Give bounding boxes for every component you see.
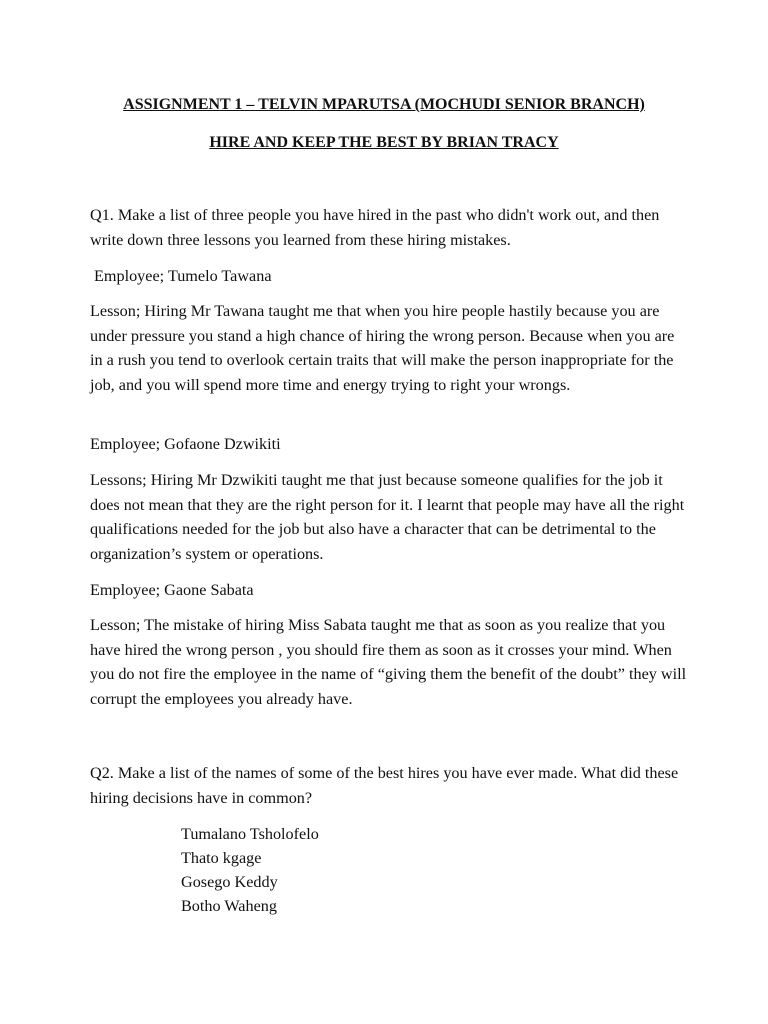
document-page (90, 0, 690, 1024)
employee-1: Employee; Tumelo Tawana (94, 267, 272, 285)
lesson-2: Lessons; Hiring Mr Dzwikiti taught me that just because someone qualifies for the job it does not mean that they are the right person for it. I learnt that people may have all the right qualifications needed for the job but also have a character that can be detrimental to the organization’s system or operations. (90, 471, 685, 563)
q1-question: Q1. Make a list of three people you have hired in the past who didn't work out, and then write down three lessons you learned from these hiring mistakes. (90, 206, 660, 249)
employee-3: Employee; Gaone Sabata (90, 581, 254, 599)
hire-name: Gosego Keddy (181, 873, 278, 891)
document-subtitle: HIRE AND KEEP THE BEST BY BRIAN TRACY (209, 134, 559, 151)
hire-name: Botho Waheng (181, 897, 277, 915)
lesson-1: Lesson; Hiring Mr Tawana taught me that when you hire people hastily because you are under pressure you stand a high chance of hiring the wrong person. Because when you are in a rush you tend to overlook certain traits that will make the person inappropriate for the job, and you will spend more time and energy trying to right your wrongs. (90, 302, 675, 394)
employee-2: Employee; Gofaone Dzwikiti (90, 435, 281, 453)
hire-name: Thato kgage (181, 849, 262, 867)
hire-name: Tumalano Tsholofelo (181, 825, 319, 843)
lesson-3: Lesson; The mistake of hiring Miss Sabata taught me that as soon as you realize that you have hired the wrong person , you should fire them as soon as it crosses your mind. When you do not fire the employee in the name of “giving them the benefit of the doubt” they will corrupt the employees you already have. (90, 616, 687, 708)
q2-question: Q2. Make a list of the names of some of the best hires you have ever made. What did these hiring decisions have in common? (90, 764, 679, 807)
document-title: ASSIGNMENT 1 – TELVIN MPARUTSA (MOCHUDI SENIOR BRANCH) (123, 96, 645, 113)
